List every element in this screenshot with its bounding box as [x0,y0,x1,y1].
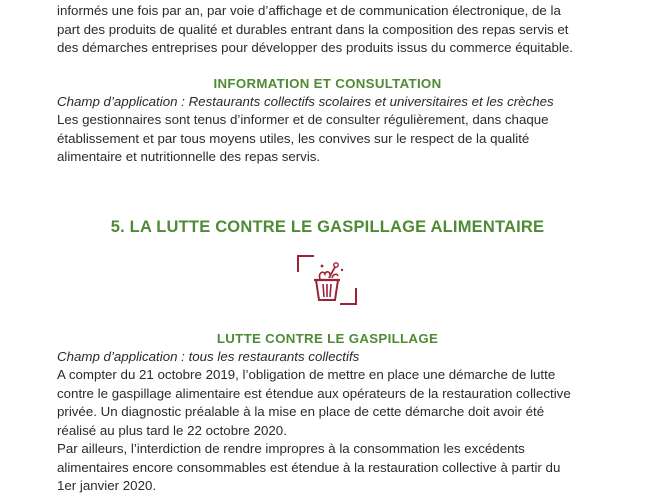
food-waste-bin-icon [296,254,358,306]
intro-paragraph [57,2,617,58]
waste-line: privée. Un diagnostic préalable à la mise en place de cette démarche doit avoir été [57,404,545,419]
waste-line: réalisé au plus tard le 22 octobre 2020. [57,422,287,438]
waste-heading: LUTTE CONTRE LE GASPILLAGE [216,331,439,346]
info-line: établissement et par tous moyens utiles, les convives sur le respect de la qualité [57,130,530,146]
info-scope: Champ d’application : Restaurants collectifs scolaires et universitaires et les crèches [57,94,554,109]
waste-paragraph [57,366,617,496]
info-paragraph [57,111,617,167]
waste-scope: Champ d’application : tous les restaurants collectifs [57,349,360,364]
waste-line: contre le gaspillage alimentaire est étendue aux opérateurs de la restauration collective [57,385,571,401]
intro-line: des démarches entreprises pour développer des produits issus du commerce équitable. [57,40,573,55]
intro-line: part des produits de qualité et durables entrant dans la composition des repas servis et [57,21,569,37]
info-heading: INFORMATION ET CONSULTATION [213,76,442,91]
waste-line: Par ailleurs, l’interdiction de rendre impropres à la consommation les excédents [57,441,525,456]
section-title: 5. LA LUTTE CONTRE LE GASPILLAGE ALIMENTAIRE [110,218,545,236]
intro-line: informés une fois par an, par voie d’affichage et de communication électronique, de la [57,3,561,18]
waste-line: A compter du 21 octobre 2019, l’obligation de mettre en place une démarche de lutte [57,367,556,382]
info-line: Les gestionnaires sont tenus d’informer et de consulter régulièrement, dans chaque [57,112,549,127]
waste-line: alimentaires encore consommables est étendue à la restauration collective à partir du [57,459,561,475]
info-line: alimentaire et nutritionnelle des repas servis. [57,149,321,164]
waste-line: 1er janvier 2020. [57,478,157,493]
